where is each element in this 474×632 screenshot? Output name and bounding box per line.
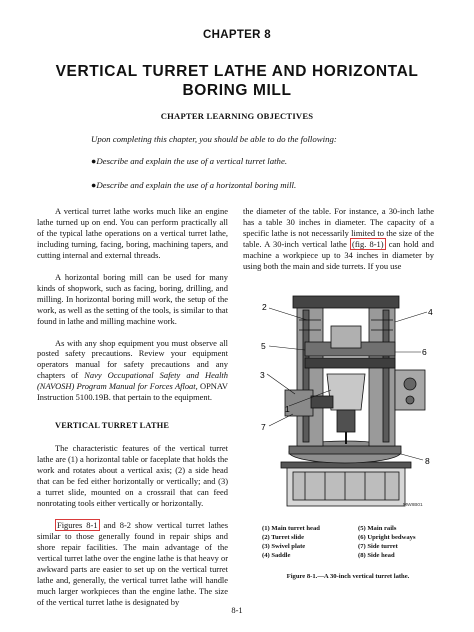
left-column	[37, 206, 228, 619]
objective-item	[91, 180, 296, 190]
lathe-illustration	[245, 290, 445, 512]
legend-item: (8) Side head	[358, 552, 395, 560]
text-span: and 8-2 show vertical turret lathes similar to those generally found in repair ships and shore repair facilities. The main advantage of the vertical turret lathe over the engine lathe is that heavy or awkward parts are easier to set up on the vertical turret lathe and, generally, the vertical turret lathe will handle much larger workpieces than the engine lathe. The size of the vertical turret lathe is designated by	[37, 519, 229, 607]
chapter-title	[40, 62, 434, 100]
paragraph	[37, 520, 228, 608]
figure-reference-link[interactable]: (fig. 8-1)	[352, 238, 384, 249]
manual-title: Navy Occupational Safety and Health (NAVOSH) Program Manual for Forces Afloat,	[37, 370, 228, 392]
callout-label: 6	[422, 347, 427, 357]
paragraph	[243, 206, 434, 272]
page-number: 8-1	[231, 605, 243, 615]
paragraph: A vertical turret lathe works much like an engine lathe turned up on end. You can perform practically all of the typical lathe operations on a vertical turret lathe, including turning, facing, boring, machining tapers, and cutting internal and external threads.	[37, 206, 228, 260]
legend-row	[262, 533, 442, 542]
objective-text: Describe and explain the use of a vertical turret lathe.	[96, 156, 288, 166]
objectives-intro: Upon completing this chapter, you should be able to do the following:	[91, 134, 337, 144]
objective-text: Describe and explain the use of a horizontal boring mill.	[96, 180, 297, 190]
chapter-number: CHAPTER 8	[203, 29, 271, 41]
callout-label: 3	[260, 370, 265, 380]
text-span: can hold and machine a workpiece up to 34 inches in diameter by using both the main and side turrets. If you use	[243, 238, 434, 271]
legend-item: (4) Saddle	[262, 552, 291, 560]
callout-label: 5	[261, 341, 266, 351]
legend-row	[262, 551, 442, 560]
callout-label: 7	[261, 422, 266, 432]
legend-item: (3) Swivel plate	[262, 543, 306, 551]
callout-label: 1	[285, 404, 290, 414]
legend-item: (1) Main turret head	[262, 525, 320, 532]
section-heading: VERTICAL TURRET LATHE	[55, 421, 170, 431]
figure-legend	[262, 524, 442, 560]
paragraph: The characteristic features of the vertical turret lathe are (1) a horizontal table or faceplate that holds the work and rotates about a vertical axis; (2) a side head that can be fed either horizontally or vertically; and (3) a turret slide, mounted on a crossrail that can feed nonrotating tools either vertically or horizontally.	[37, 443, 228, 508]
legend-item: (6) Upright bedways	[358, 534, 416, 542]
bullet-icon: ●	[91, 156, 97, 166]
figure-reference-link[interactable]: Figures 8-1	[57, 519, 98, 530]
text-span: the diameter of the table. For instance, a 30-inch lathe has a table 30 inches in diameter. The capacity of a specific lathe is not necessarily limited to the size of the table. A 30-inch vertical lathe	[243, 206, 434, 249]
legend-item: (2) Turret slide	[262, 534, 305, 542]
legend-item: (7) Side turret	[358, 543, 398, 551]
paragraph	[37, 338, 228, 404]
bullet-icon: ●	[91, 180, 97, 190]
objective-item	[91, 156, 287, 166]
legend-row	[262, 542, 442, 551]
figure-id: MW8B01	[403, 503, 423, 508]
right-column	[243, 206, 434, 283]
legend-row	[262, 524, 442, 533]
chapter-title-line-2: BORING MILL	[182, 82, 292, 99]
text-span: OPNAV Instruction 5100.19B. that pertain to the equipment.	[37, 381, 228, 403]
figure-caption: Figure 8-1.—A 30-inch vertical turret lathe.	[286, 573, 410, 580]
chapter-title-line-1: VERTICAL TURRET LATHE AND HORIZONTAL	[55, 63, 419, 80]
legend-item: (5) Main rails	[358, 525, 397, 532]
objectives-heading: CHAPTER LEARNING OBJECTIVES	[160, 111, 314, 121]
callout-label: 8	[425, 456, 430, 466]
callout-label: 4	[428, 307, 433, 317]
text-span: As with any shop equipment you must observe all posted safety precautions. Review your equipment operators manual for safety precautions and any chapters of	[37, 337, 228, 381]
callout-label: 2	[262, 302, 267, 312]
paragraph: A horizontal boring mill can be used for many kinds of shopwork, such as facing, boring, drilling, and milling. In horizontal boring mill work, the setup of the work, as well as the setting of the tools, is similar to that found in lathe and milling machine work.	[37, 271, 228, 326]
